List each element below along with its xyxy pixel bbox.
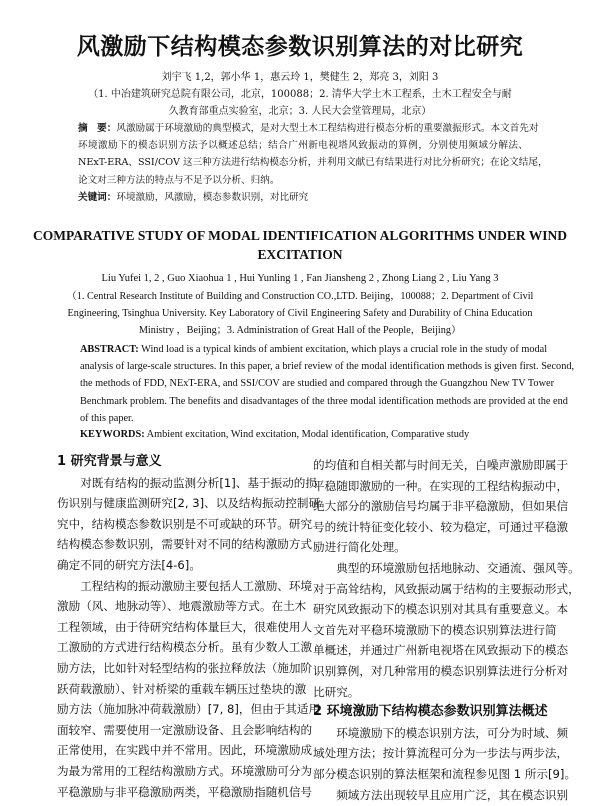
affiliation-line: Engineering, Tsinghua University. Key Laboratory of Civil Engineering Safety and Durability of China Education <box>67 308 533 319</box>
body-text-line: 环境激励下的模态识别方法，可分为时域、频 <box>336 725 569 740</box>
body-text-line: 结构模态参数识别，需要针对不同的结构激励方式 <box>57 537 313 552</box>
section-heading-1: 1 研究背景与意义 <box>57 454 162 469</box>
body-left-column <box>57 452 321 802</box>
body-text-line: 跃荷载激励）、针对桥梁的重载车辆压过垫块的激 <box>57 681 307 696</box>
keywords-cn: 环境激励，风激励，模态参数识别，对比研究 <box>116 191 309 203</box>
abstract-line: NExT-ERA、SSI/COV 这三种方法进行结构模态分析，并利用文献已有结果进行对比分析研究；在论文结尾， <box>78 157 548 169</box>
body-text-line: 励方法，比如针对轻型结构的张拉释放法（施加阶 <box>57 660 313 675</box>
abstract-en <box>80 341 575 427</box>
title-line: COMPARATIVE STUDY OF MODAL IDENTIFICATION ALGORITHMS UNDER WIND <box>33 228 567 243</box>
affiliations-cn <box>0 87 600 120</box>
body-text-line: 典型的环境激励包括地脉动、交通流、强风等。 <box>336 560 580 575</box>
body-text-line: 确定不同的研究方法[4-6]。 <box>57 557 201 572</box>
body-text-line: 的均值和自相关都与时间无关，白噪声激励即属于 <box>313 458 569 472</box>
title-line: EXCITATION <box>257 247 343 262</box>
body-text-line: 对既有结构的振动监测分析[1]、基于振动的损 <box>80 475 317 490</box>
abstract-line: 论文对三种方法的特点与不足予以分析、归纳。 <box>78 174 280 186</box>
keywords-en: Ambient excitation, Wind excitation, Modal identification, Comparative study <box>146 429 470 440</box>
affiliation-line: 久教育部重点实验室，北京；3. 人民大会堂管理局，北京） <box>168 105 432 117</box>
body-text-line: 平稳激励与非平稳激励两类，平稳激励指随机信号 <box>57 784 313 799</box>
body-text-line: 伤识别与健康监测研究[2, 3]、以及结构振动控制研 <box>57 496 321 511</box>
body-text-line: 工程领域，由于待研究结构体量巨大，很难使用人 <box>57 619 313 634</box>
abstract-label: ABSTRACT: <box>80 344 139 355</box>
body-text-line: 励方法（施加脉冲荷载激励）[7, 8]，但由于其适用 <box>57 702 321 717</box>
keywords-label: 关键词： <box>78 191 117 203</box>
body-text-line: 工程结构的振动激励主要包括人工激励、环境 <box>80 578 313 593</box>
abstract-line: 环境激励下的模态识别方法予以概述总结；结合广州新电视塔风致振动的算例，分别使用频域分解法、 <box>78 140 528 152</box>
body-right-column <box>313 455 580 805</box>
paper-title-cn: 风激励下结构模态参数识别算法的对比研究 <box>76 34 524 60</box>
body-text-line: 域处理方法；按计算流程可分为一步法与两步法， <box>313 746 569 761</box>
abstract-line: Benchmark problem. The benefits and disadvantages of the three modal identification methods are provided at the end <box>80 395 568 407</box>
section-heading-2: 2 环境激励下结构模态参数识别算法概述 <box>313 704 548 720</box>
body-text-line: 正常使用，在实践中并不常用。因此，环境激励成 <box>57 743 313 758</box>
affiliation-line: （1. Central Research Institute of Building and Construction CO.,LTD. Beijing，100088；2. Department of Civil <box>66 291 534 302</box>
body-text-line: 单概述，并通过广州新电视塔在风致振动下的模态 <box>313 643 569 658</box>
body-text-line: 面较窄、需要使用一定激励设备、且会影响结构的 <box>57 722 313 737</box>
abstract-line: analysis of large-scale structures. In this paper, a brief review of the modal identification methods is given first. Second, <box>80 361 575 373</box>
body-text-line: 比研究。 <box>313 684 360 699</box>
body-text-line: 工激励的方式进行结构模态分析。虽有少数人工激 <box>57 640 313 655</box>
body-text-line: 部分模态识别的算法框架和流程参见图 1 所示[9]。 <box>313 766 577 781</box>
body-text-line: 励进行简化处理。 <box>313 540 406 555</box>
body-text-line: 绝大部分的激励信号均属于非平稳激励，但如果信 <box>313 499 569 514</box>
abstract-cn <box>78 120 548 206</box>
abstract-line: Wind load is a typical kinds of ambient excitation, which plays a crucial role in the study of modal <box>141 344 548 355</box>
authors-en: Liu Yufei 1, 2 , Guo Xiaohua 1 , Hui Yunling 1 , Fan Jiansheng 2 , Zhong Liang 2 , Liu Yang 3 <box>101 273 499 284</box>
abstract-line: of this paper. <box>80 412 134 424</box>
body-text-line: 识别算例，对几种常用的模态识别算法进行分析对 <box>313 663 569 678</box>
body-text-line: 研究风致振动下的模态识别对其具有重要意义。本 <box>313 602 569 617</box>
authors-cn: 刘宇飞 1,2，郭小华 1，惠云玲 1，樊健生 2，郑亮 3，刘阳 3 <box>161 72 439 83</box>
body-text-line: 为最为常用的工程结构激励方式。环境激励可分为 <box>57 763 313 778</box>
affiliation-line: Ministry ，Beijing；3. Administration of Great Hall of the People，Beijing） <box>138 325 462 336</box>
keywords-en-row <box>80 428 469 441</box>
abstract-line: the methods of FDD, NExT-ERA, and SSI/COV are studied and compared through the Guangzhou New TV Tower <box>80 378 555 390</box>
body-text-line: 号的统计特征变化较小、较为稳定，可通过平稳激 <box>313 519 569 534</box>
body-text-line: 频域方法出现较早且应用广泛，其在模态识别 <box>336 787 569 802</box>
paper-title-en <box>0 226 600 264</box>
body-text-line: 究中，结构模态参数识别是不可或缺的环节。研究 <box>57 516 313 531</box>
abstract-label: 摘 要： <box>78 123 117 134</box>
body-text-line: 文首先对平稳环境激励下的模态识别算法进行简 <box>313 622 557 637</box>
body-text-line: 激励（风、地脉动等）、地震激励等方式。在土木 <box>57 599 307 614</box>
keywords-label: KEYWORDS: <box>80 429 145 440</box>
abstract-line: 风激励属于环境激励的典型模式，是对大型土木工程结构进行模态分析的重要激振形式。本文首先对 <box>116 123 539 134</box>
body-text-line: 平稳随即激励的一种。在实现的工程结构振动中， <box>313 478 569 493</box>
body-text-line: 对于高耸结构，风致振动属于结构的主要振动形式， <box>313 581 580 596</box>
affiliations-en <box>0 288 600 339</box>
affiliation-line: （1. 中冶建筑研究总院有限公司，北京，100088；2. 清华大学土木工程系，土木工程安全与耐 <box>88 89 512 100</box>
